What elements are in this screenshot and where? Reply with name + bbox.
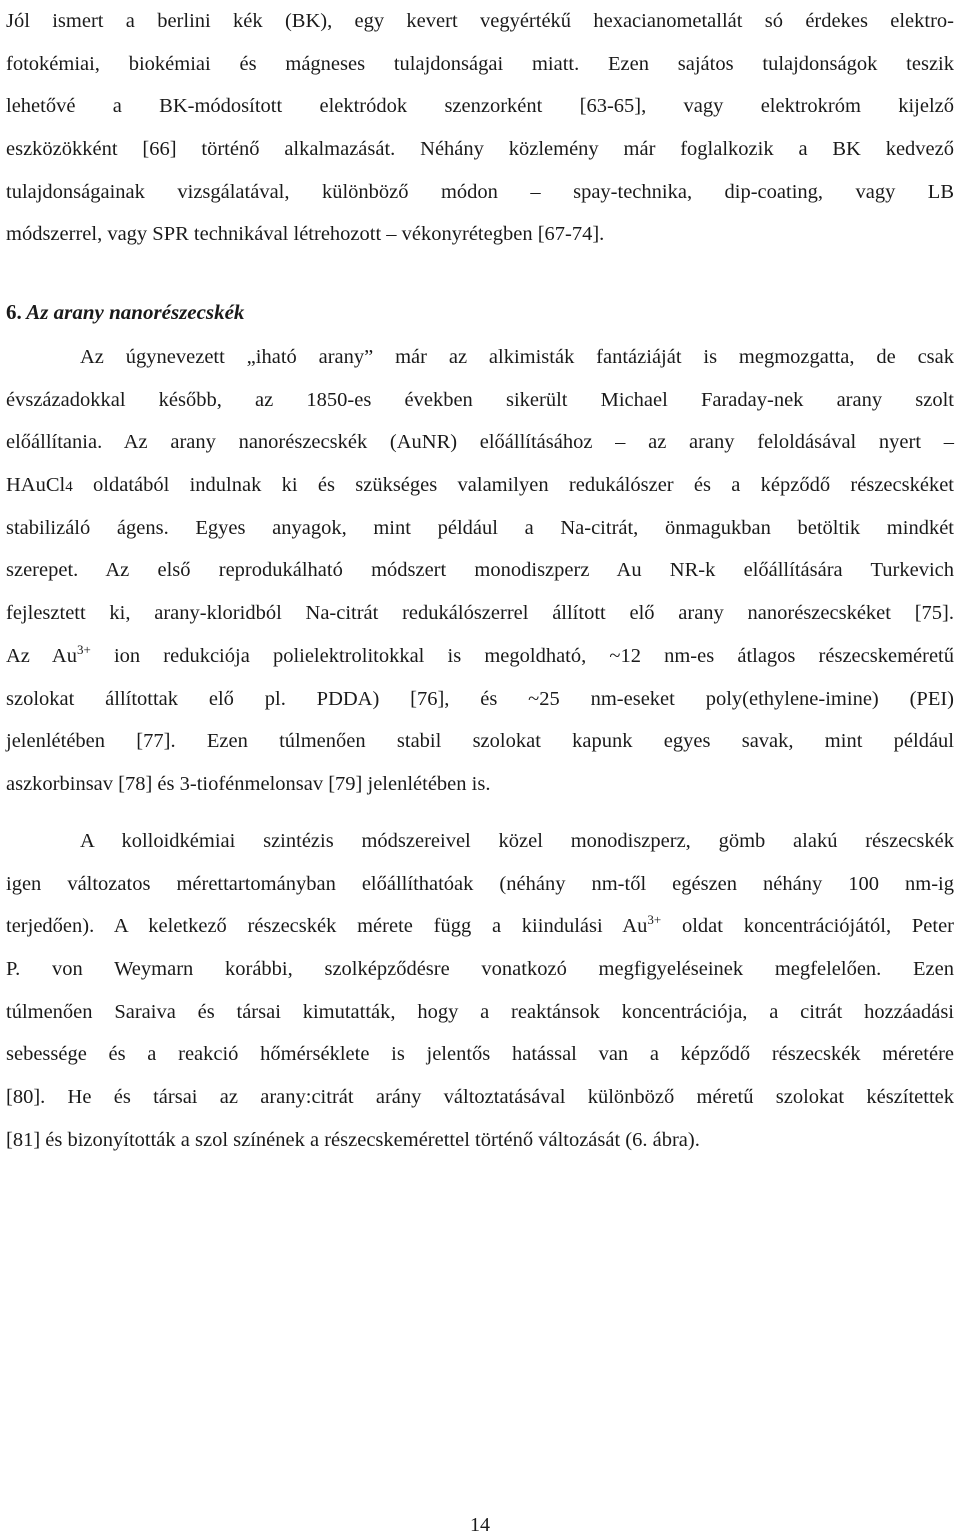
text-line: eszközökként [66] történő alkalmazását. Néhány közlemény már foglalkozik a BK kedvező bbox=[6, 138, 954, 161]
text-line: P. von Weymarn korábbi, szolképződésre vonatkozó megfigyeléseinek megfelelően. Ezen bbox=[6, 958, 954, 981]
text-line: [81] és bizonyították a szol színének a részecskemérettel történő változását (6. ábra). bbox=[6, 1128, 700, 1151]
text-line-rest: oldatából indulnak ki és szükséges valamilyen redukálószer és a képződő részecskéket bbox=[93, 474, 954, 497]
text-line: fejlesztett ki, arany-kloridból Na-citrát redukálószerrel állított elő arany nanorészecskéket [75]. bbox=[6, 602, 954, 625]
text-line: aszkorbinsav [78] és 3-tiofénmelonsav [79] jelenlétében is. bbox=[6, 772, 491, 795]
text-line: tulajdonságainak vizsgálatával, különböző módon – spay-technika, dip-coating, vagy LB bbox=[6, 180, 954, 203]
text-line-with-formula bbox=[6, 464, 954, 507]
text-line: Az úgynevezett „iható arany” már az alkimisták fantáziáját is megmozgatta, de csak bbox=[80, 346, 954, 368]
text-line: igen változatos mérettartományban előállíthatóak (néhány nm-től egészen néhány 100 nm-ig bbox=[6, 872, 954, 895]
ion-charge: 3+ bbox=[647, 912, 662, 928]
page-number: 14 bbox=[470, 1514, 490, 1536]
text-line: sebessége és a reakció hőmérséklete is jelentős hatással van a képződő részecskék méretére bbox=[6, 1043, 954, 1066]
text-line: lehetővé a BK-módosított elektródok szenzorként [63-65], vagy elektrokróm kijelző bbox=[6, 95, 954, 118]
text-line: túlmenően Saraiva és társai kimutatták, hogy a reaktánsok koncentrációja, a citrát hozzáadási bbox=[6, 1000, 954, 1023]
section-heading bbox=[6, 297, 244, 327]
text-line: A kolloidkémiai szintézis módszereivel közel monodiszperz, gömb alakú részecskék bbox=[80, 830, 954, 852]
text-line: jelenlétében [77]. Ezen túlmenően stabil szolokat kapunk egyes savak, mint például bbox=[6, 730, 954, 753]
text-line: Jól ismert a berlini kék (BK), egy kevert vegyértékű hexacianometallát só érdekes elektro- bbox=[6, 10, 954, 32]
text-line: évszázadokkal később, az 1850-es években sikerült Michael Faraday-nek arany szolt bbox=[6, 388, 954, 411]
section-number: 6. bbox=[6, 300, 22, 324]
paragraph-intro bbox=[6, 0, 954, 256]
ion-prefix: Az Au bbox=[6, 644, 77, 667]
text-line: szerepet. Az első reprodukálható módszert monodiszperz Au NR-k előállítására Turkevich bbox=[6, 559, 954, 582]
text-line: [80]. He és társai az arany:citrát arány változtatásával különböző méretű szolokat készítettek bbox=[6, 1086, 954, 1109]
paragraph-colloid-synthesis bbox=[6, 820, 954, 1162]
text-line-rest: ion redukciója polielektrolitokkal is megoldható, ~12 nm-es átlagos részecskeméretű bbox=[113, 644, 954, 667]
paragraph-gold-nanoparticles bbox=[6, 336, 954, 806]
section-title: Az arany nanorészecskék bbox=[26, 300, 245, 324]
text-line: fotokémiai, biokémiai és mágneses tulajdonságai miatt. Ezen sajátos tulajdonságok teszik bbox=[6, 52, 954, 75]
text-line-start: terjedően). A keletkező részecskék mérete függ a kiindulási Au bbox=[6, 915, 648, 938]
text-line: előállítania. Az arany nanorészecskék (AuNR) előállításához – az arany feloldásával nyert – bbox=[6, 431, 954, 454]
text-line: stabilizáló ágens. Egyes anyagok, mint például a Na-citrát, önmagukban betöltik mindkét bbox=[6, 516, 954, 539]
text-line-with-ion bbox=[6, 635, 954, 678]
text-line: módszerrel, vagy SPR technikával létrehozott – vékonyrétegben [67-74]. bbox=[6, 223, 605, 246]
text-line-rest: oldat koncentrációjától, Peter bbox=[681, 915, 954, 938]
ion-charge: 3+ bbox=[76, 641, 91, 657]
text-line: szolokat állítottak elő pl. PDDA) [76], és ~25 nm-eseket poly(ethylene-imine) (PEI) bbox=[6, 687, 954, 710]
text-line-with-ion bbox=[6, 905, 954, 948]
formula-prefix: HAuCl bbox=[6, 474, 66, 497]
formula-subscript: 4 bbox=[65, 479, 73, 496]
